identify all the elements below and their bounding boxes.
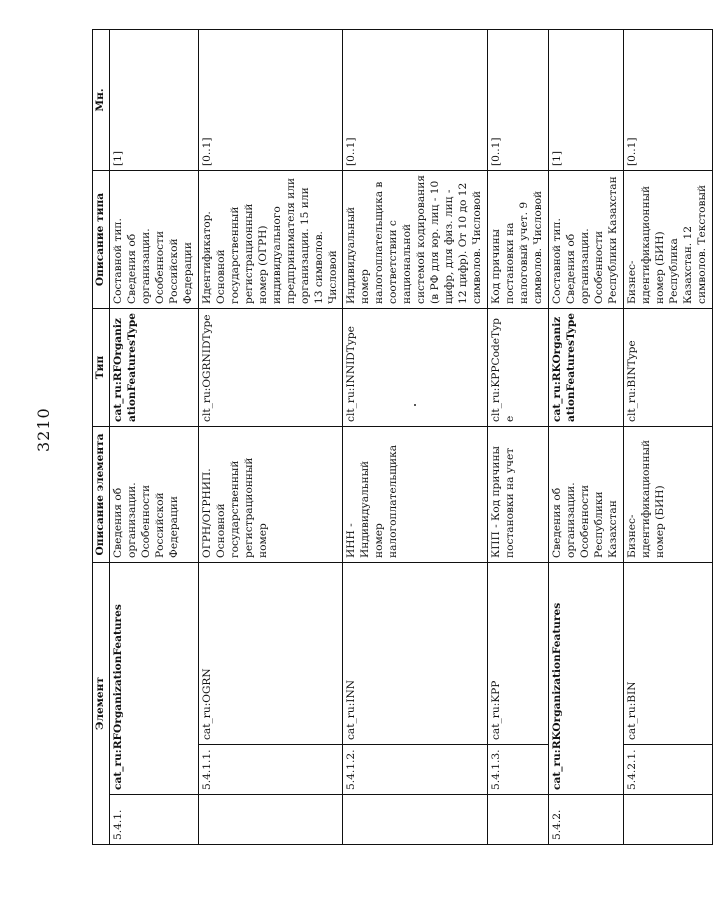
table-row	[549, 29, 624, 844]
row-number: 5.4.1.1.	[198, 745, 343, 795]
table-row	[623, 29, 712, 844]
type-description: Индивидуальный номер налогоплательщика в соответствии с национальной системой кодирования (в РФ для юр. лиц - 10 цифр, для физ. лиц - 12 цифр). От 10 до 12 символов. Числовой	[343, 170, 488, 308]
element-name: cat_ru:RKOrganizationFeatures	[549, 562, 624, 794]
element-name: cat_ru:RFOrganizationFeatures	[109, 562, 198, 794]
row-number: 5.4.2.	[549, 795, 624, 845]
type-description: Бизнес-идентификационный номер (БИН) Республика Казахстан. 12 символов. Текстовый	[623, 170, 712, 308]
table-row	[488, 29, 549, 844]
type-description: Код причины постановки на налоговый учет. 9 символов. Числовой	[488, 170, 549, 308]
table-row	[198, 29, 343, 844]
type-name: clt_ru:OGRNIDType	[198, 308, 343, 426]
multiplicity: [1]	[549, 29, 624, 170]
table-row	[109, 29, 198, 844]
element-description: Сведения об организации. Особенности Республики Казахстан	[549, 426, 624, 562]
header-element-desc: Описание элемента	[93, 426, 110, 562]
row-number: 5.4.1.	[109, 795, 198, 845]
element-description: ИНН - Индивидуальный номер налогоплательщика	[343, 426, 488, 562]
empty-cell	[488, 795, 549, 845]
row-number: 5.4.2.1.	[623, 745, 712, 795]
empty-cell	[343, 795, 488, 845]
type-name: clt_ru:INNIDType	[343, 308, 488, 426]
element-name: cat_ru:BIN	[623, 562, 712, 744]
type-name: clt_ru:KPPCodeType	[488, 308, 549, 426]
type-description: Составной тип. Сведения об организации. Особенности Российской Федерации	[109, 170, 198, 308]
type-name: clt_ru:BINType	[623, 308, 712, 426]
header-multiplicity: Мн.	[93, 29, 110, 170]
header-row	[93, 29, 110, 844]
multiplicity: [0..1]	[343, 29, 488, 170]
element-description: Сведения об организации. Особенности Российской Федерации	[109, 426, 198, 562]
empty-cell	[198, 795, 343, 845]
element-name: cat_ru:INN	[343, 562, 488, 744]
element-name: cat_ru:OGRN	[198, 562, 343, 744]
element-description: ОГРН/ОГРНИП. Основной государственный регистрационный номер	[198, 426, 343, 562]
header-type: Тип	[93, 308, 110, 426]
row-number: 5.4.1.2.	[343, 745, 488, 795]
type-name: cat_ru:RFOrganizationFeaturesType	[109, 308, 198, 426]
header-element: Элемент	[93, 562, 110, 844]
type-description: Идентификатор. Основной государственный регистрационный номер (ОГРН) индивидуального предпринимателя или организации. 15 или 13 символов. Числовой	[198, 170, 343, 308]
row-number: 5.4.1.3.	[488, 745, 549, 795]
element-description: Бизнес-идентификационный номер (БИН)	[623, 426, 712, 562]
rotated-table-container	[92, 30, 708, 845]
multiplicity: [0..1]	[488, 29, 549, 170]
header-type-desc: Описание типа	[93, 170, 110, 308]
schema-table	[92, 29, 713, 845]
element-name: cat_ru:KPP	[488, 562, 549, 744]
multiplicity: [0..1]	[623, 29, 712, 170]
empty-cell	[623, 795, 712, 845]
table-row	[343, 29, 488, 844]
type-description: Составной тип. Сведения об организации. Особенности Республики Казахстан	[549, 170, 624, 308]
element-description: КПП - Код причины постановки на учет	[488, 426, 549, 562]
multiplicity: [1]	[109, 29, 198, 170]
type-name: cat_ru:RKOrganizationFeaturesType	[549, 308, 624, 426]
page-number: 3210	[34, 407, 53, 452]
multiplicity: [0..1]	[198, 29, 343, 170]
